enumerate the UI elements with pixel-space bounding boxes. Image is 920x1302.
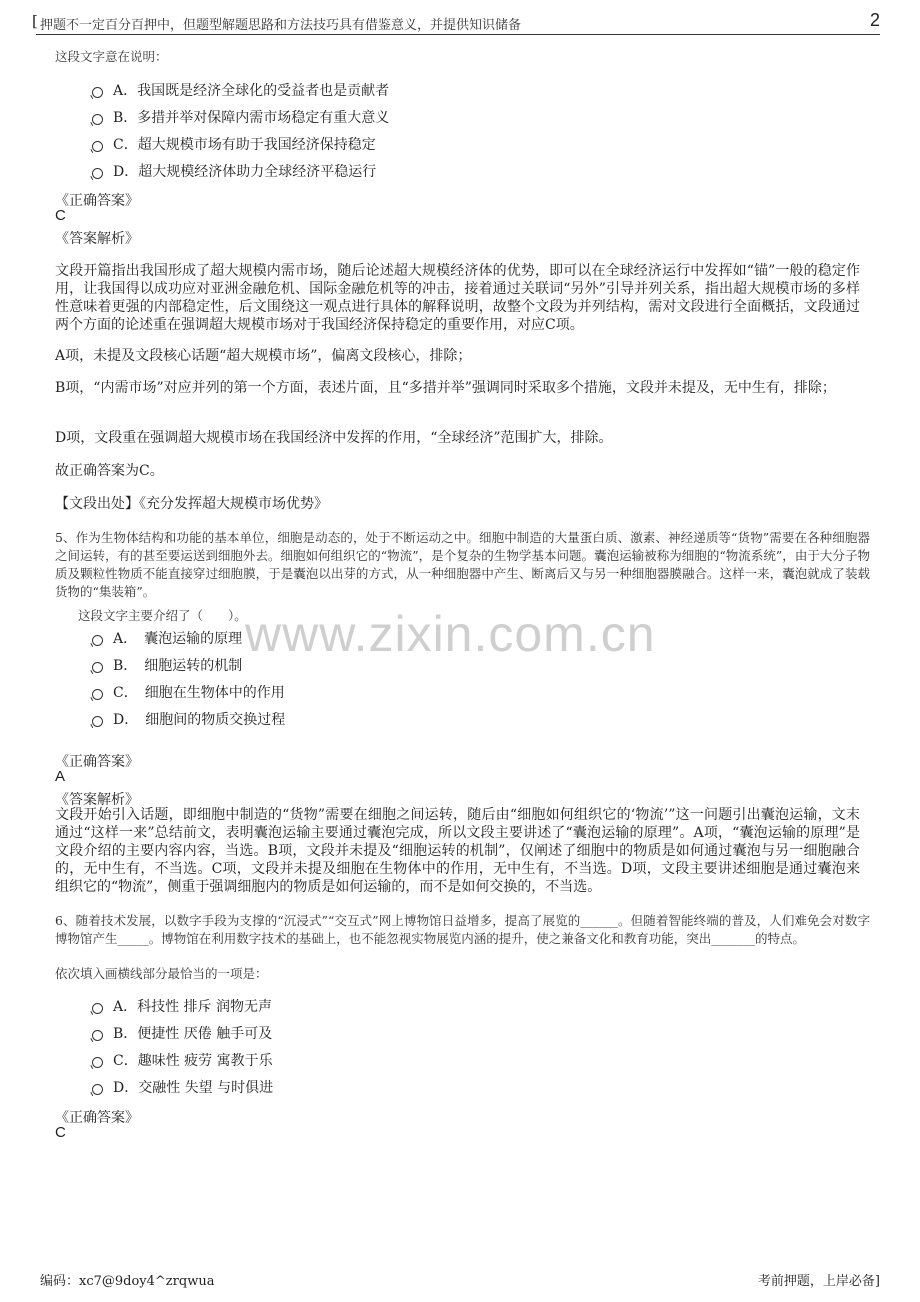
radio-icon[interactable] <box>92 1003 103 1014</box>
q5-answer: A <box>55 768 66 785</box>
radio-icon[interactable] <box>92 1084 103 1095</box>
q6-option-d[interactable]: D．交融性 失望 与时俱进 <box>92 1077 273 1097</box>
header-bracket: [ <box>32 12 38 30</box>
page-header <box>32 10 880 35</box>
q4-analysis-label: 《答案解析》 <box>55 231 139 247</box>
q5-option-d[interactable]: D． 细胞间的物质交换过程 <box>92 709 285 729</box>
q4-analysis-para-3: B项，“内需市场”对应并列的第一个方面，表述片面，且“多措并举”强调同时采取多个措施，文段并未提及，无中生有，排除； <box>55 380 836 396</box>
q5-analysis-label: 《答案解析》 <box>55 792 139 808</box>
q4-analysis-para-4: D项，文段重在强调超大规模市场在我国经济中发挥的作用，“全球经济”范围扩大，排除。 <box>55 430 613 446</box>
radio-icon[interactable] <box>92 168 103 179</box>
q6-stem: 6、随着技术发展，以数字手段为支撑的“沉浸式”“交互式”网上博物馆日益增多，提高了展览的______。但随着智能终端的普及，人们难免会对数字博物馆产生_____。博物馆在利用数字技术的基础上，也不能忽视实物展览内涵的提升，使之兼备文化和教育功能，突出_______的特点。 <box>55 913 870 946</box>
radio-icon[interactable] <box>92 87 103 98</box>
footer-slogan: 考前押题，上岸必备] <box>757 1274 880 1289</box>
q6-option-b[interactable]: B．便捷性 厌倦 触手可及 <box>92 1023 272 1043</box>
q4-option-c[interactable]: C．超大规模市场有助于我国经济保持稳定 <box>92 134 376 154</box>
header-text: 押题不一定百分百押中，但题型解题思路和方法技巧具有借鉴意义，并提供知识储备 <box>40 18 522 33</box>
q5-option-b[interactable]: B． 细胞运转的机制 <box>92 655 242 675</box>
q6-answer: C <box>55 1124 66 1141</box>
q4-option-d[interactable]: D．超大规模经济体助力全球经济平稳运行 <box>92 161 376 181</box>
page-number: 2 <box>869 10 880 30</box>
q4-answer: C <box>55 207 66 224</box>
q4-intro: 这段文字意在说明： <box>55 49 168 64</box>
q4-analysis-para-1: 文段开篇指出我国形成了超大规模内需市场，随后论述超大规模经济体的优势，即可以在全球经济运行中发挥如“锚”一般的稳定作用，让我国得以成功应对亚洲金融危机、国际金融危机等的冲击，接着通过关联词“另外”引导并列关系，指出超大规模市场的多样性意味着更强的内部稳定性，后文围绕这一观点进行具体的解释说明，故整个文段为并列结构，需对文段进行全面概括，文段通过两个方面的论述重在强调超大规模市场对于我国经济保持稳定的重要作用，对应C项。 <box>55 263 860 333</box>
q5-option-a[interactable]: A． 囊泡运输的原理 <box>92 628 242 648</box>
q5-option-c[interactable]: C． 细胞在生物体中的作用 <box>92 682 285 702</box>
radio-icon[interactable] <box>92 716 103 727</box>
radio-icon[interactable] <box>92 689 103 700</box>
q6-option-a[interactable]: A．科技性 排斥 润物无声 <box>92 996 272 1016</box>
blank-3[interactable]: _______ <box>711 931 756 946</box>
blank-1[interactable]: ______ <box>580 913 618 928</box>
blank-2[interactable]: _____ <box>117 931 149 946</box>
radio-icon[interactable] <box>92 662 103 673</box>
q4-source: 【文段出处】《充分发挥超大规模市场优势》 <box>55 496 328 512</box>
radio-icon[interactable] <box>92 1030 103 1041</box>
q5-question: 这段文字主要介绍了（ ）。 <box>78 608 247 623</box>
watermark: www.zixin.com.cn <box>245 606 656 662</box>
q4-option-b[interactable]: B．多措并举对保障内需市场稳定有重大意义 <box>92 107 389 127</box>
q5-answer-label: 《正确答案》 <box>55 754 139 770</box>
radio-icon[interactable] <box>92 114 103 125</box>
q6-question: 依次填入画横线部分最恰当的一项是： <box>55 966 268 981</box>
q4-answer-label: 《正确答案》 <box>55 193 139 209</box>
q5-analysis: 文段开始引入话题，即细胞中制造的“货物”需要在细胞之间运转，随后由“细胞如何组织它的‘物流’”这一问题引出囊泡运输，文末通过“这样一来”总结前文，表明囊泡运输主要通过囊泡完成，所以文段主要讲述了“囊泡运输的原理”。A项，“囊泡运输的原理”是文段介绍的主要内容内容，当选。B项，文段并未提及“细胞运转的机制”，仅阐述了细胞中的物质是如何通过囊泡与另一细胞融合的，无中生有，不当选。C项，文段并未提及细胞在生物体中的作用，无中生有，不当选。D项，文段主要讲述细胞是通过囊泡来组织它的“物流”，侧重于强调细胞内的物质是如何运输的，而不是如何交换的，不当选。 <box>55 807 860 895</box>
q5-stem: 5、作为生物体结构和功能的基本单位，细胞是动态的，处于不断运动之中。细胞中制造的大量蛋白质、激素、神经递质等“货物”需要在各种细胞器之间运转，有的甚至要运送到细胞外去。细胞如何组织它的“物流”，是个复杂的生物学基本问题。囊泡运输被称为细胞的“物流系统”，由于大分子物质及颗粒性物质不能直接穿过细胞膜，于是囊泡以出芽的方式，从一种细胞器中产生、断离后又与另一种细胞器膜融合。这样一来，囊泡就成了装载货物的“集装箱”。 <box>55 530 870 599</box>
q6-option-c[interactable]: C．趣味性 疲劳 寓教于乐 <box>92 1050 273 1070</box>
q4-option-a[interactable]: A．我国既是经济全球化的受益者也是贡献者 <box>92 80 389 100</box>
radio-icon[interactable] <box>92 1057 103 1068</box>
radio-icon[interactable] <box>92 141 103 152</box>
radio-icon[interactable] <box>92 635 103 646</box>
q4-analysis-para-2: A项，未提及文段核心话题“超大规模市场”，偏离文段核心，排除； <box>55 348 472 364</box>
footer-code: 编码：xc7@9doy4^zrqwua <box>40 1274 215 1289</box>
q4-analysis-para-5: 故正确答案为C。 <box>55 463 164 479</box>
q6-answer-label: 《正确答案》 <box>55 1110 139 1126</box>
